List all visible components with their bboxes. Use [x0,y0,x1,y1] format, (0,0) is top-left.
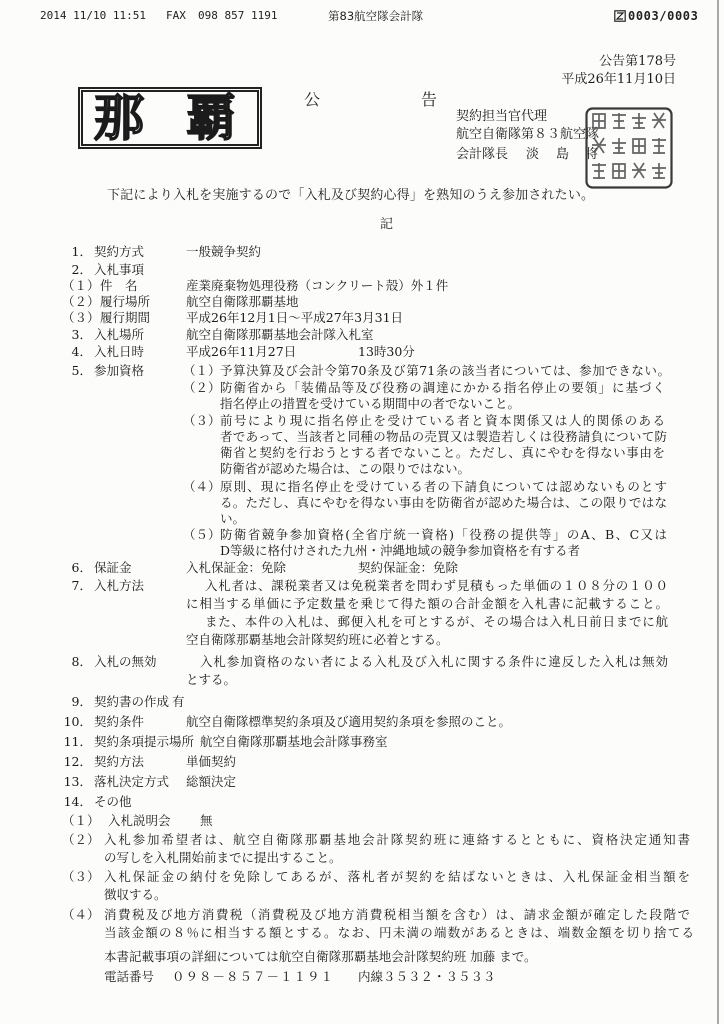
item-14-sub-line: 入札参加希望者は、航空自衛隊那覇基地会計隊契約班に連絡するとともに、資格決定通知書 [104,832,690,847]
clause-line: 衛省と契約を行おうとする者でないこと。ただし、真にやむを得ない事由を [220,445,665,460]
item-2-sub-number: （１） [62,278,100,293]
issuer-name-char: 島 [556,147,570,162]
clause-line: い。 [220,511,246,526]
clause-line: 者であって、当該者と同種の物品の売買又は製造若しくは役務請負について防 [220,429,667,444]
item-9-value: 有 [172,694,185,709]
phone-extension: 内線３５３２・３５３３ [358,969,496,984]
clause-line: 指名停止の措置を受けている期間中の者でないこと。 [220,396,521,411]
item-1-label: 契約方式 [94,244,145,259]
item-3-number: 3． [71,327,92,342]
item-7-line: また、本件の入札は、郵便入札を可とするが、その場合は入札日前日までに航 [205,614,668,629]
item-2-sub-number: （２） [62,294,100,309]
item-4-time: 13時30分 [358,344,415,359]
item-4-number: 4． [71,344,92,359]
item-8-number: 8． [71,654,92,669]
item-12-number: 12． [63,754,92,769]
item-4-date: 平成26年11月27日 [186,344,297,359]
item-14-sub-line: 消費税及び地方消費税（消費税及び地方消費税相当額を含む）は、請求金額が確定した段階で [104,907,690,922]
clause-number: （４） [183,479,221,494]
clause-line: 予算決算及び会計令第70条及び第71条の該当者については、参加できない。 [220,363,670,378]
item-14-sub-line: 徴収する。 [104,887,167,902]
item-8-line: とする。 [186,672,237,687]
clause-line: 原則、現に指名停止を受けている者の下請負については認めないものとす [220,479,667,494]
item-2-sub-value: 航空自衛隊那覇基地 [186,294,299,309]
notice-date: 平成26年11月10日 [561,72,676,87]
item-2-sub-label: 履行場所 [100,294,151,309]
item-13-value: 総額決定 [186,774,237,789]
item-2-sub-number: （３） [62,310,100,325]
item-14-number: 14． [63,794,92,809]
issuer-name-char: 淡 [526,147,540,162]
item-12-label: 契約方法 [94,754,145,769]
phone-label: 電話番号 [104,969,155,984]
item-2-number: 2． [71,262,92,277]
clause-number: （５） [183,527,221,542]
issuer-name-char: 将 [585,147,599,162]
item-12-value: 単価契約 [186,754,237,769]
official-seal [585,107,673,189]
clause-line: 防衛省が認めた場合は、この限りではない。 [220,461,471,476]
item-4-label: 入札日時 [94,344,145,359]
item-14-sub-number: （４） [62,907,100,922]
item-14-sub-line: の写しを入札開始前までに提出すること。 [104,850,342,865]
fax-page-icon [614,10,626,22]
phone-number: ０９８－８５７－１１９１ [172,969,335,984]
bid-bond: 入札保証金：免除 [186,560,287,575]
item-7-line: に相当する単価に予定数量を乗じて得た額の合計金額を入札書に記載すること。 [186,596,668,611]
issuer-position: 会計隊長 [456,147,509,162]
item-9-label: 契約書の作成 [94,694,170,709]
clause-line: 前号により現に指名停止を受けている者と資本関係又は人的関係のある [220,413,665,428]
item-8-label: 入札の無効 [94,654,157,669]
contract-bond: 契約保証金：免除 [358,560,459,575]
scan-edge-line [717,0,719,1024]
title-char-1: 公 [304,90,321,109]
fax-label: FAX [166,9,186,22]
item-11-value: 航空自衛隊那覇基地会計隊事務室 [200,734,388,749]
location-stamp [78,87,262,149]
item-2-sub-label: 履行期間 [100,310,151,325]
ki-heading: 記 [380,217,394,232]
item-14-sub-number: （１） [62,813,100,828]
clause-line: 防衛省競争参加資格(全省庁統一資格)「役務の提供等」のA、B、C又は [220,527,667,542]
item-10-label: 契約条件 [94,714,145,729]
item-11-label: 契約条項提示場所 [94,734,195,749]
item-1-number: 1． [71,244,92,259]
item-14-sub-line: 当該金額の８％に相当する額とする。なお、円未満の端数があるときは、端数金額を切り捨てる [104,925,694,940]
clause-number: （３） [183,413,221,428]
item-13-label: 落札決定方式 [94,774,170,789]
title-char-2: 告 [421,90,438,109]
item-8-line: 入札参加資格のない者による入札及び入札に関する条件に違反した入札は無効 [200,654,668,669]
clause-number: （２） [183,380,221,395]
notice-number: 公告第178号 [599,54,676,69]
item-6-label: 保証金 [94,560,132,575]
item-7-line: 空自衛隊那覇基地会計隊契約班に必着とする。 [186,632,449,647]
item-10-number: 10． [63,714,92,729]
item-1-value: 一般競争契約 [186,244,262,259]
fax-number: 098 857 1191 [198,9,278,22]
item-14-sub-line: 入札保証金の納付を免除してあるが、落札者が契約を結ばないときは、入札保証金相当額を [104,869,690,884]
item-13-number: 13． [63,774,92,789]
item-14-sub-label: 入札説明会 [108,813,171,828]
item-7-label: 入札方法 [94,578,145,593]
contact-detail: 本書記載事項の詳細については航空自衛隊那覇基地会計隊契約班 加藤 まで。 [104,949,537,964]
stamp-char-1: 那 [94,88,144,147]
item-5-label: 参加資格 [94,363,145,378]
intro-text: 下記により入札を実施するので「入札及び契約心得」を熟知のうえ参加されたい。 [107,188,594,203]
issuer-unit: 航空自衛隊第８３航空隊 [456,127,600,142]
item-2-label: 入札事項 [94,262,145,277]
issuer-role: 契約担当官代理 [456,109,548,124]
item-14-sub-value: 無 [200,813,213,828]
clause-line: 防衛省から「装備品等及び役務の調達にかかる指名停止の要領」に基づく [220,380,665,395]
clause-number: （１） [183,363,221,378]
item-6-number: 6． [71,560,92,575]
fax-timestamp: 2014 11/10 11:51 [40,9,146,22]
fax-page-count: 0003/0003 [628,9,699,23]
item-14-sub-number: （２） [62,832,100,847]
item-3-value: 航空自衛隊那覇基地会計隊入札室 [186,327,374,342]
item-7-number: 7． [71,578,92,593]
item-11-number: 11． [63,734,92,749]
item-2-sub-value: 産業廃棄物処理役務（コンクリート殻）外１件 [186,278,449,293]
item-2-sub-value: 平成26年12月1日～平成27年3月31日 [186,310,404,325]
item-9-number: 9． [71,694,92,709]
item-3-label: 入札場所 [94,327,145,342]
item-2-sub-label: 件 名 [100,278,138,293]
clause-line: る。ただし、真にやむを得ない事由を防衛省が認めた場合は、この限りではな [220,495,667,510]
item-5-number: 5． [71,363,92,378]
fax-sender: 第83航空隊会計隊 [328,9,424,23]
item-7-line: 入札者は、課税業者又は免税業者を問わず見積もった単価の１０８分の１００ [205,578,668,593]
item-10-value: 航空自衛隊標準契約条項及び適用契約条項を参照のこと。 [186,714,512,729]
item-14-label: その他 [94,794,132,809]
clause-line: D等級に格付けされた九州・沖縄地域の競争参加資格を有する者 [220,543,581,558]
item-14-sub-number: （３） [62,869,100,884]
stamp-char-2: 覇 [186,88,236,147]
